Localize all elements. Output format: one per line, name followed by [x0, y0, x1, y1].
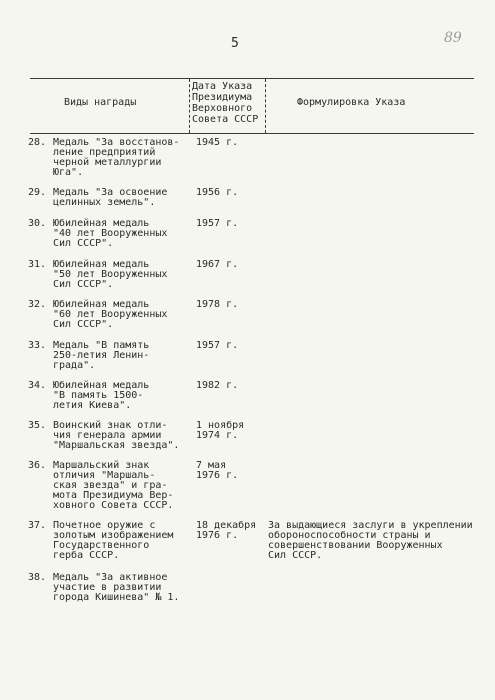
row-number: 31.: [28, 259, 47, 270]
row-number: 32.: [28, 299, 47, 310]
award-name: Медаль "В память 250-летия Ленин- града".: [53, 340, 150, 371]
decree-date: 1945 г.: [196, 137, 239, 148]
row-number: 38.: [28, 572, 47, 583]
decree-date: 1967 г.: [196, 259, 239, 270]
decree-date: 1982 г.: [196, 380, 239, 391]
decree-date: 1957 г.: [196, 218, 239, 229]
decree-date: 1978 г.: [196, 299, 239, 310]
award-name: Воинский знак отли- чия генерала армии "Маршальская звезда".: [53, 420, 180, 451]
table-top-rule: [30, 78, 474, 79]
row-number: 37.: [28, 520, 47, 531]
decree-date: 1 ноября 1974 г.: [196, 420, 245, 441]
award-name: Медаль "За освоение целинных земель".: [53, 187, 168, 208]
table-header-bottom-rule: [30, 133, 474, 134]
decree-wording: За выдающиеся заслуги в укреплении обороноспособности страны и совершенствовании Вооруженных Сил СССР.: [268, 520, 473, 561]
row-number: 36.: [28, 460, 47, 471]
column-separator-1: [189, 79, 190, 133]
row-number: 29.: [28, 187, 47, 198]
award-name: Юбилейная медаль "50 лет Вооруженных Сил СССР".: [53, 259, 168, 290]
row-number: 35.: [28, 420, 47, 431]
award-name: Юбилейная медаль "40 лет Вооруженных Сил СССР".: [53, 218, 168, 249]
page-number: 5: [231, 36, 239, 51]
row-number: 33.: [28, 340, 47, 351]
award-name: Медаль "За восстанов- ление предприятий черной металлургии Юга".: [53, 137, 180, 178]
header-decree-wording: Формулировка Указа: [297, 97, 406, 108]
award-name: Почетное оружие с золотым изображением Государственного герба СССР.: [53, 520, 174, 561]
decree-date: 7 мая 1976 г.: [196, 460, 239, 481]
header-award-type: Виды награды: [64, 97, 137, 108]
award-name: Маршальский знак отличия "Маршаль- ская звезда" и гра- мота Президиума Вер- ховного Совета СССР.: [53, 460, 174, 511]
award-name: Юбилейная медаль "60 лет Вооруженных Сил СССР".: [53, 299, 168, 330]
decree-date: 1957 г.: [196, 340, 239, 351]
award-name: Юбилейная медаль "В память 1500- летия Киева".: [53, 380, 150, 411]
award-name: Медаль "За активное участие в развитии города Кишинева" № 1.: [53, 572, 180, 603]
row-number: 28.: [28, 137, 47, 148]
header-decree-date: Дата Указа Президиума Верховного Совета СССР: [192, 81, 259, 125]
row-number: 34.: [28, 380, 47, 391]
row-number: 30.: [28, 218, 47, 229]
decree-date: 18 декабря 1976 г.: [196, 520, 257, 541]
decree-date: 1956 г.: [196, 187, 239, 198]
archive-number: 89: [444, 30, 462, 46]
